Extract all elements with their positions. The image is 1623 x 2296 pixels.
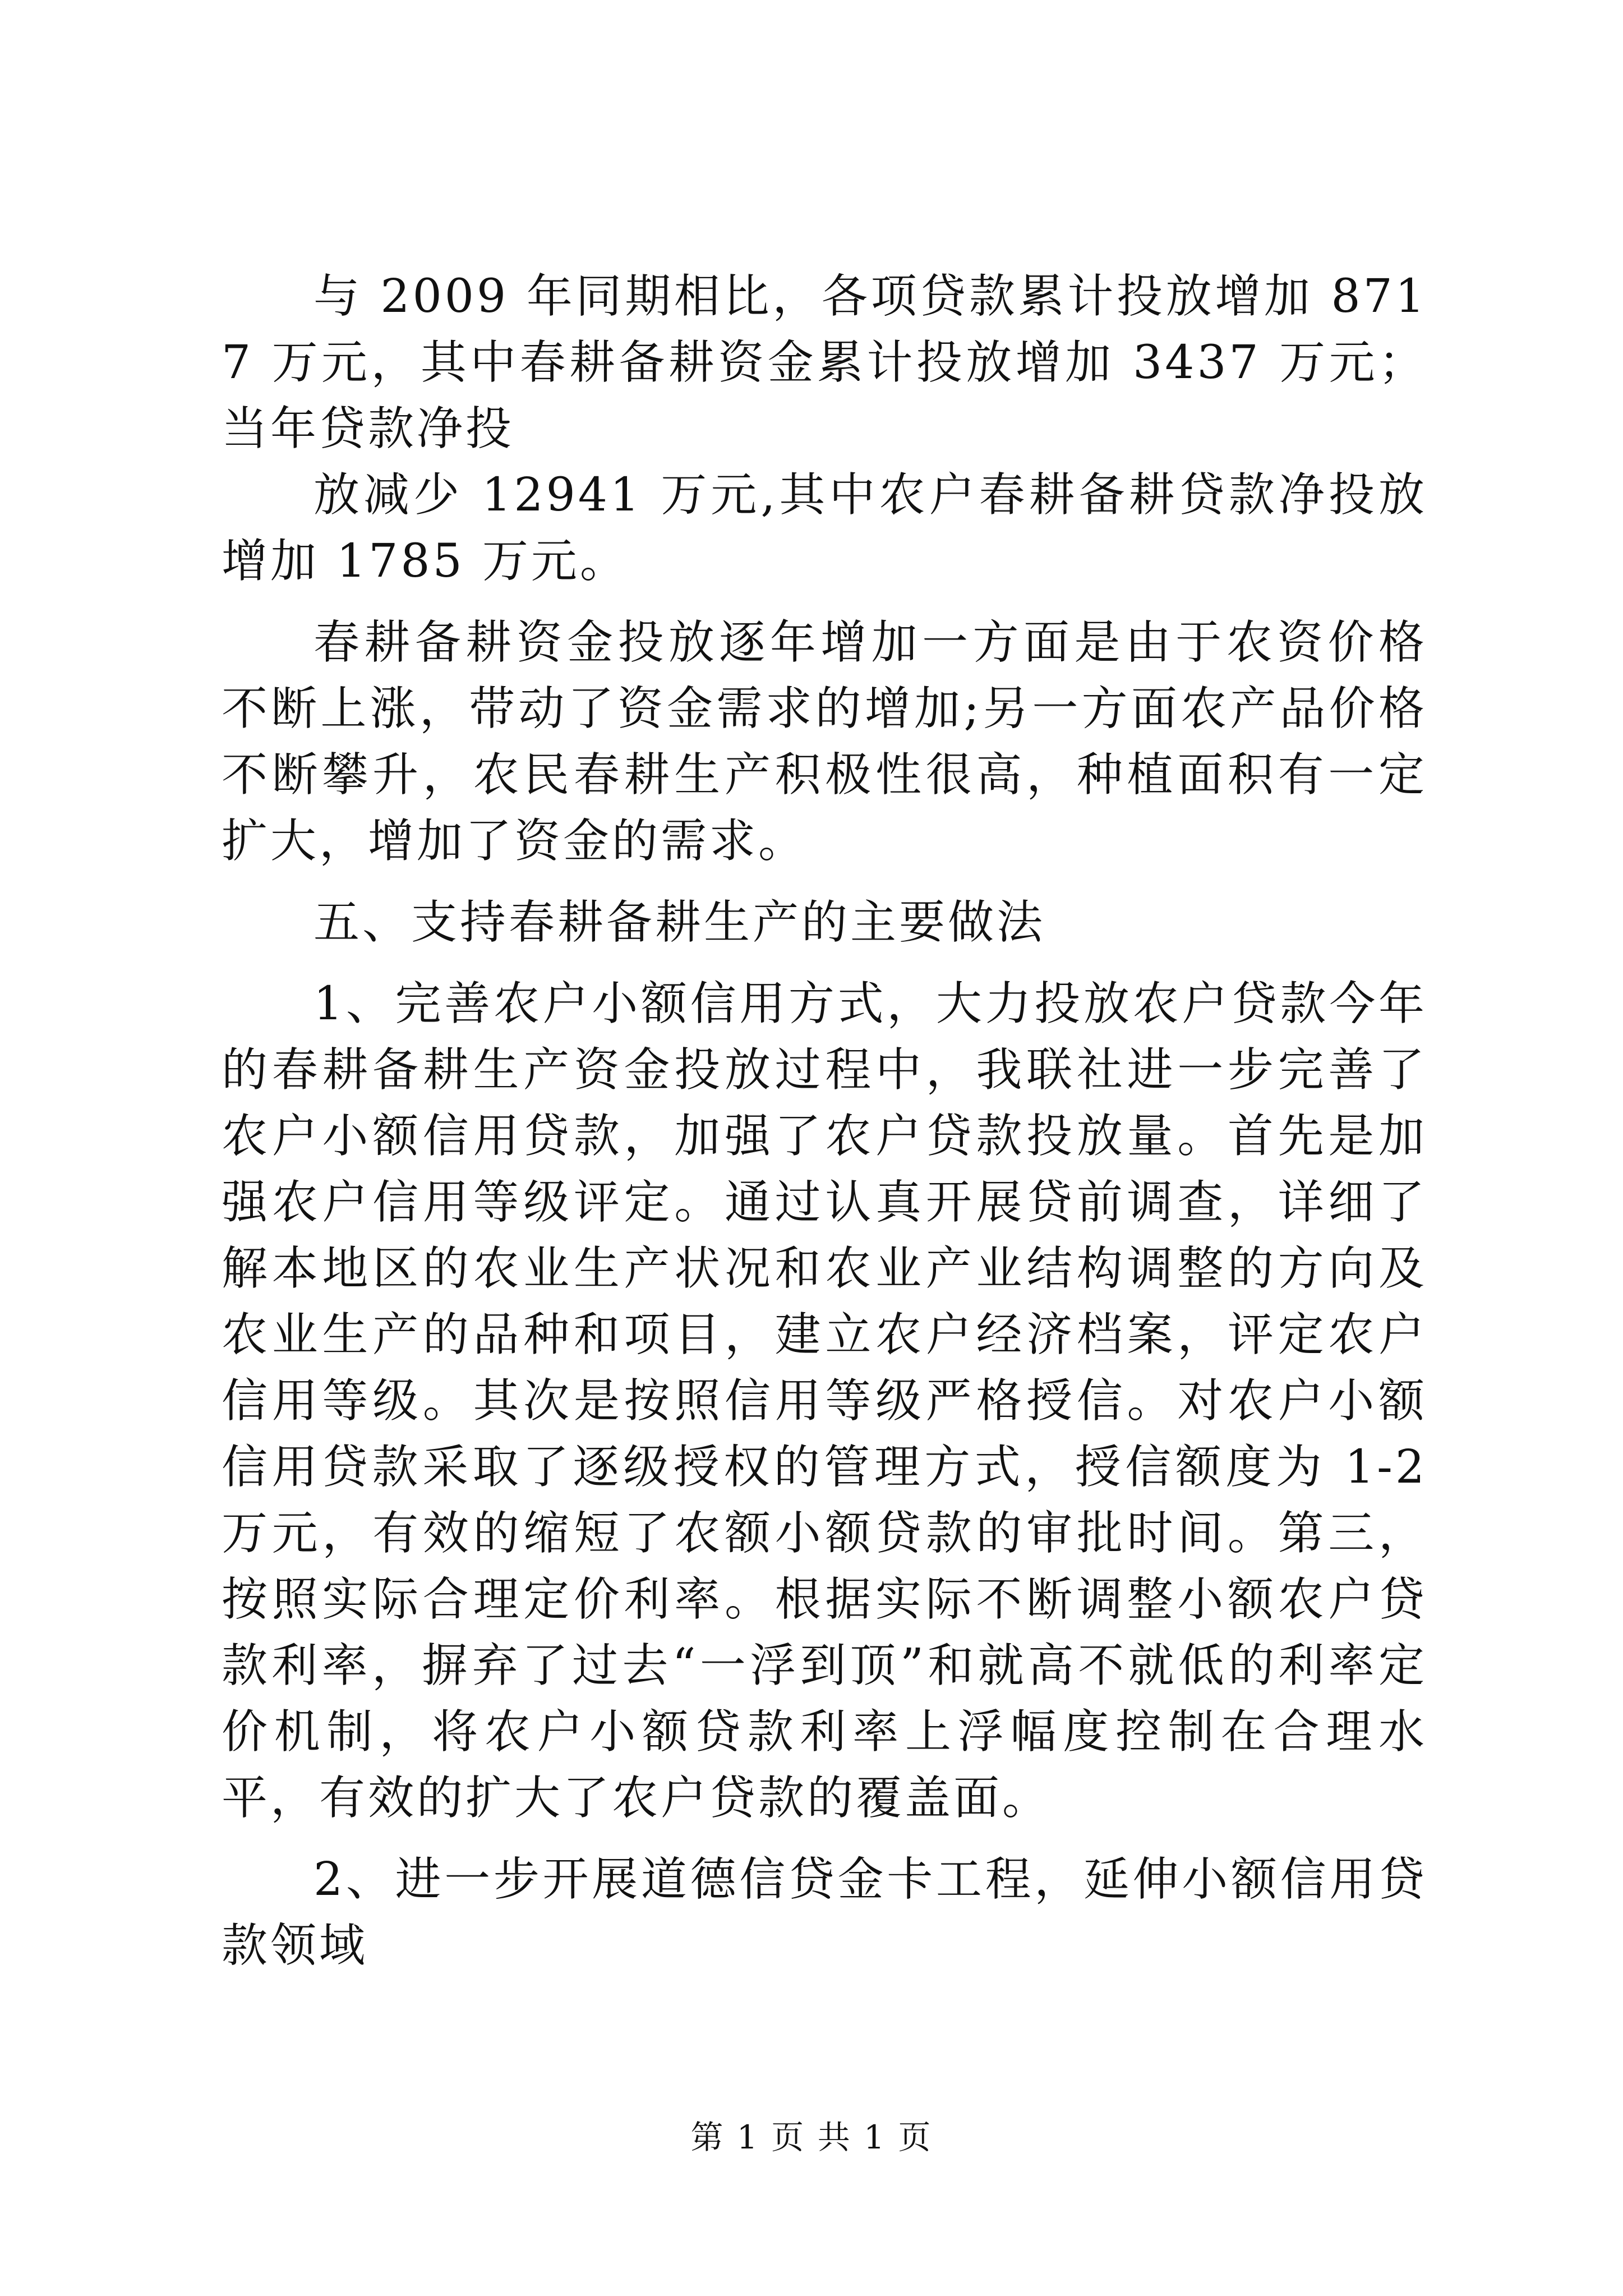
- body-text: [222, 264, 1427, 1994]
- paragraph-microcredit-method: 1、完善农户小额信用方式，大力投放农户贷款今年的春耕备耕生产资金投放过程中，我联社进一步完善了农户小额信用贷款，加强了农户贷款投放量。首先是加强农户信用等级评定。通过认真开展贷前调查，详细了解本地区的农业生产状况和农业产业结构调整的方向及农业生产的品种和项目，建立农户经济档案，评定农户信用等级。其次是按照信用等级严格授信。对农户小额信用贷款采取了逐级授权的管理方式，授信额度为 1-2 万元，有效的缩短了农额小额贷款的审批时间。第三，按照实际合理定价利率。根据实际不断调整小额农户贷款利率，摒弃了过去“一浮到顶”和就高不就低的利率定价机制，将农户小额贷款利率上浮幅度控制在合理水平，有效的扩大了农户贷款的覆盖面。: [222, 977, 1427, 1825]
- section-heading: 五、支持春耕备耕生产的主要做法: [313, 896, 1046, 949]
- paragraph-net-lending: 放减少 12941 万元,其中农户春耕备耕贷款净投放增加 1785 万元。: [222, 468, 1427, 588]
- page-number-footer: 第 1 页 共 1 页: [690, 2118, 933, 2156]
- paragraph-fund-growth-reasons: 春耕备耕资金投放逐年增加一方面是由于农资价格不断上涨，带动了资金需求的增加;另一方面农产品价格不断攀升，农民春耕生产积极性很高，种植面积有一定扩大，增加了资金的需求。: [222, 616, 1427, 868]
- paragraph-gold-card-project: 2、进一步开展道德信贷金卡工程，延伸小额信用贷款领域: [222, 1853, 1427, 1972]
- paragraph-loan-comparison: 与 2009 年同期相比，各项贷款累计投放增加 8717 万元，其中春耕备耕资金累计投放增加 3437 万元；当年贷款净投: [222, 270, 1427, 455]
